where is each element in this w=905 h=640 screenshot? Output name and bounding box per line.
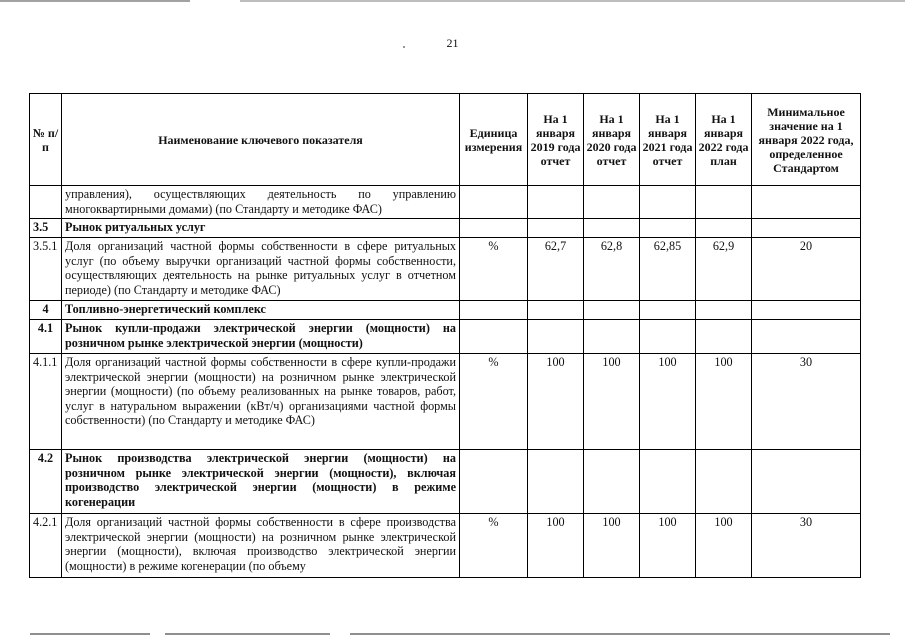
row-2022: 100	[696, 514, 752, 578]
row-min: 30	[752, 354, 861, 450]
row-2022	[696, 320, 752, 354]
row-2019	[528, 301, 584, 320]
row-min	[752, 219, 861, 238]
header-min: Минимальное значение на 1 января 2022 года, определенное Стандартом	[752, 94, 861, 186]
row-unit	[460, 320, 528, 354]
row-min: 20	[752, 238, 861, 301]
row-num: 4.1.1	[30, 354, 62, 450]
header-2020: На 1 января 2020 года отчет	[584, 94, 640, 186]
row-name: Доля организаций частной формы собственности в сфере ритуальных услуг (по объему выручки организаций частной формы собственности, осуществляющих деятельность на рынке ритуальных услуг в отчетном периоде) (по Стандарту и методике ФАС)	[62, 238, 460, 301]
row-num: 4	[30, 301, 62, 320]
row-unit: %	[460, 238, 528, 301]
row-2019: 62,7	[528, 238, 584, 301]
table-row	[30, 238, 861, 301]
row-2021	[640, 450, 696, 514]
row-2020	[584, 450, 640, 514]
row-2022	[696, 450, 752, 514]
row-2019: 100	[528, 514, 584, 578]
row-2022: 62,9	[696, 238, 752, 301]
row-name: Рынок ритуальных услуг	[62, 219, 460, 238]
row-name: Топливно-энергетический комплекс	[62, 301, 460, 320]
row-2019	[528, 186, 584, 219]
header-num: № п/п	[30, 94, 62, 186]
row-num	[30, 186, 62, 219]
row-num: 4.2	[30, 450, 62, 514]
header-name: Наименование ключевого показателя	[62, 94, 460, 186]
row-2022	[696, 301, 752, 320]
header-2022: На 1 января 2022 года план	[696, 94, 752, 186]
row-min	[752, 450, 861, 514]
row-name: управления), осуществляющих деятельность по управлению многоквартирными домами) (по Стандарту и методике ФАС)	[62, 186, 460, 219]
row-2019	[528, 219, 584, 238]
header-unit: Единица измерения	[460, 94, 528, 186]
row-2021: 100	[640, 514, 696, 578]
row-name: Рынок производства электрической энергии (мощности) на розничном рынке электрической энергии (мощности), включая производство электрической энергии (мощности) в режиме когенерации	[62, 450, 460, 514]
row-2020	[584, 301, 640, 320]
row-2020: 100	[584, 354, 640, 450]
row-2021	[640, 320, 696, 354]
table-row	[30, 219, 861, 238]
header-2021: На 1 января 2021 года отчет	[640, 94, 696, 186]
row-num: 4.1	[30, 320, 62, 354]
table-row	[30, 354, 861, 450]
row-2021: 62,85	[640, 238, 696, 301]
page-number: 21	[446, 36, 459, 50]
row-2021	[640, 301, 696, 320]
row-unit: %	[460, 354, 528, 450]
row-name: Доля организаций частной формы собственности в сфере купли-продажи электрической энергии (мощности) на розничном рынке электрической энергии (мощности) (по объему реализованных на рынке товаров, работ, услуг в натуральном выражении (кВт/ч) организациями частной формы собственности) (по Стандарту и методике ФАС)	[62, 354, 460, 450]
row-2022: 100	[696, 354, 752, 450]
row-num: 3.5	[30, 219, 62, 238]
row-2021	[640, 219, 696, 238]
table-header-row	[30, 94, 861, 186]
row-2019	[528, 450, 584, 514]
row-2020: 62,8	[584, 238, 640, 301]
row-unit	[460, 219, 528, 238]
row-name: Доля организаций частной формы собственности в сфере производства электрической энергии (мощности) на розничном рынке электрической энергии (мощности), включая производство электрической энергии (мощности) в режиме когенерации (по объему	[62, 514, 460, 578]
row-num: 4.2.1	[30, 514, 62, 578]
row-2019	[528, 320, 584, 354]
row-min: 30	[752, 514, 861, 578]
row-2020	[584, 186, 640, 219]
table-row	[30, 514, 861, 578]
table-row	[30, 186, 861, 219]
row-2020: 100	[584, 514, 640, 578]
row-unit	[460, 186, 528, 219]
row-2022	[696, 186, 752, 219]
scan-speck	[403, 46, 405, 48]
header-2019: На 1 января 2019 года отчет	[528, 94, 584, 186]
scan-edge-bottom	[30, 633, 890, 635]
row-min	[752, 320, 861, 354]
row-2022	[696, 219, 752, 238]
table-row	[30, 450, 861, 514]
table-row	[30, 320, 861, 354]
row-name: Рынок купли-продажи электрической энергии (мощности) на розничном рынке электрической энергии (мощности)	[62, 320, 460, 354]
row-min	[752, 301, 861, 320]
row-num: 3.5.1	[30, 238, 62, 301]
row-2019: 100	[528, 354, 584, 450]
row-2020	[584, 219, 640, 238]
row-2021: 100	[640, 354, 696, 450]
row-unit	[460, 301, 528, 320]
indicator-table	[29, 93, 861, 578]
row-min	[752, 186, 861, 219]
row-2021	[640, 186, 696, 219]
table-row	[30, 301, 861, 320]
row-unit	[460, 450, 528, 514]
row-2020	[584, 320, 640, 354]
row-unit: %	[460, 514, 528, 578]
scan-edge-top	[0, 0, 905, 2]
